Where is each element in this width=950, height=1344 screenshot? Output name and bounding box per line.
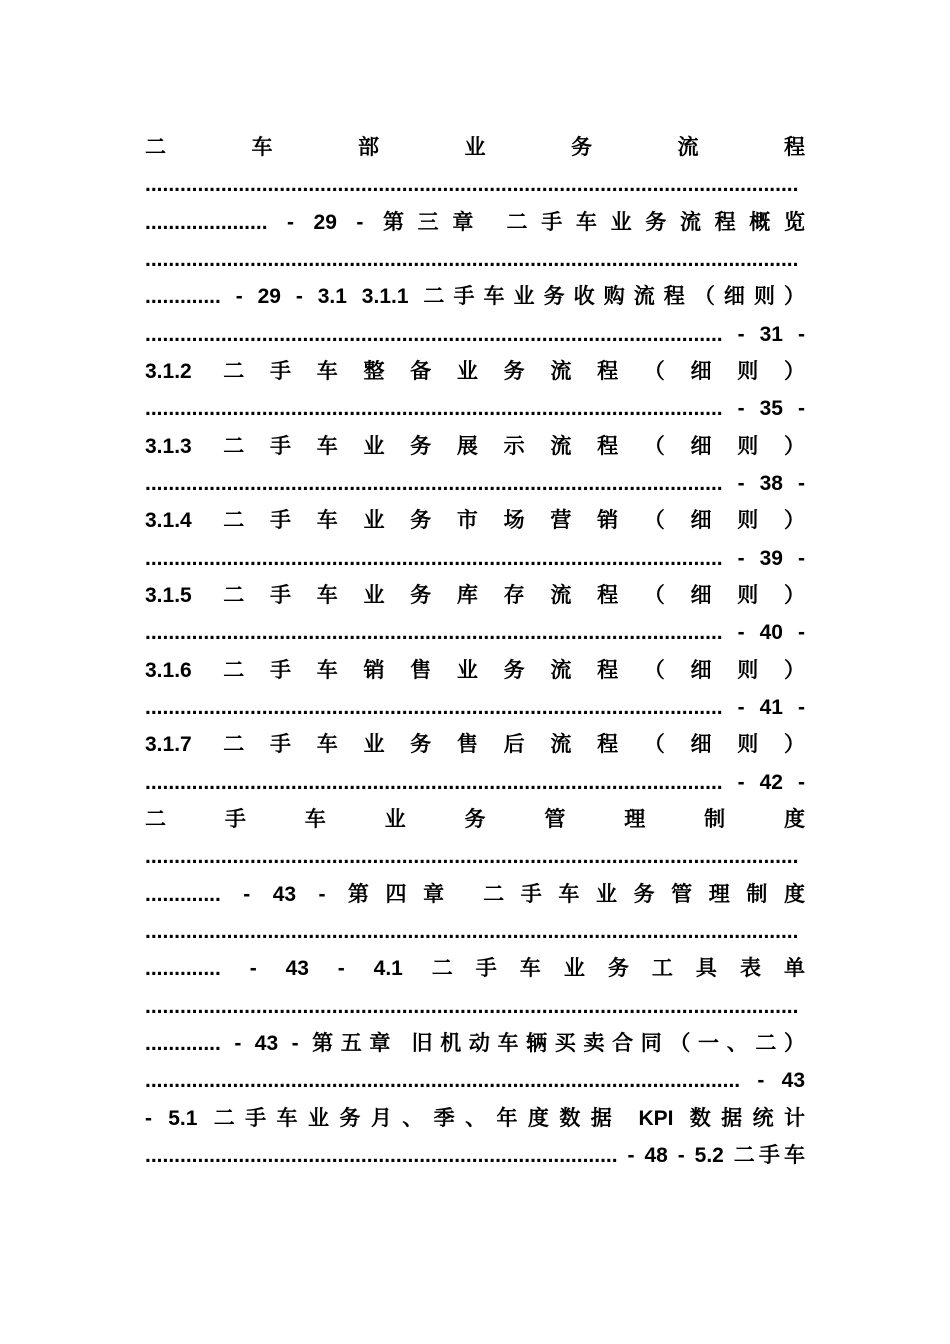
toc-entry-department-process: 二车部业务流程 (145, 136, 805, 159)
toc-leader-page-42: ................................................................................................... - 42 - (145, 770, 805, 794)
toc-entry-chapter-4: ............. - 43 - 第四章 二手车业务管理制度 (145, 882, 805, 906)
toc-entry-3-1-6: 3.1.6 二手车销售业务流程（细则） (145, 658, 805, 682)
toc-entry-3-1-3: 3.1.3 二手车业务展示流程（细则） (145, 434, 805, 458)
toc-entry-3-1-2: 3.1.2 二手车整备业务流程（细则） (145, 359, 805, 383)
toc-leader-dots: ................................................................................................................ (145, 173, 799, 197)
toc-entry-5-2: ................................................................................. - 48 - 5.2 二手车 (145, 1143, 805, 1167)
table-of-contents (145, 129, 805, 1174)
toc-entry-5-1: - 5.1 二手车业务月、季、年度数据 KPI 数据统计 (145, 1106, 805, 1130)
toc-leader-page-41: ................................................................................................... - 41 - (145, 695, 805, 719)
toc-entry-chapter-5: ............. - 43 - 第五章 旧机动车辆买卖合同（一、二） (145, 1031, 805, 1055)
toc-leader-dots: ................................................................................................................ (145, 247, 799, 271)
toc-leader-page-39: ................................................................................................... - 39 - (145, 546, 805, 570)
toc-leader-page-43: ...................................................................................................... - 43 (145, 1069, 805, 1093)
toc-leader-page-35: ................................................................................................... - 35 - (145, 397, 805, 421)
toc-leader-dots: ................................................................................................................ (145, 994, 799, 1018)
toc-leader-page-31: ................................................................................................... - 31 - (145, 322, 805, 346)
toc-leader-dots: ................................................................................................................ (145, 919, 799, 943)
toc-entry-3-1-5: 3.1.5 二手车业务库存流程（细则） (145, 583, 805, 607)
toc-leader-dots: ................................................................................................................ (145, 845, 799, 869)
toc-entry-management-rules: 二手车业务管理制度 (145, 807, 805, 831)
toc-entry-3-1-4: 3.1.4 二手车业务市场营销（细则） (145, 509, 805, 533)
toc-entry-3-1-7: 3.1.7 二手车业务售后流程（细则） (145, 733, 805, 757)
toc-leader-page-40: ................................................................................................... - 40 - (145, 621, 805, 645)
toc-leader-page-38: ................................................................................................... - 38 - (145, 471, 805, 495)
toc-entry-4-1: ............. - 43 - 4.1 二手车业务工具表单 (145, 957, 805, 981)
toc-entry-chapter-3: ..................... - 29 - 第三章 二手车业务流程概览 (145, 210, 805, 234)
toc-entry-3-1-1: ............. - 29 - 3.1 3.1.1 二手车业务收购流程（细则） (145, 285, 805, 309)
